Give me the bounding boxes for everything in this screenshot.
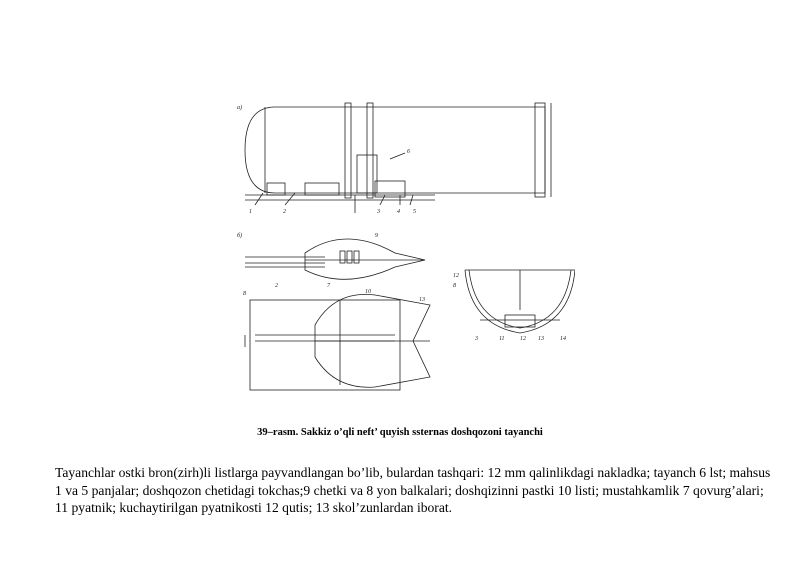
callout-2b: 2	[275, 283, 278, 289]
technical-drawing	[235, 95, 575, 410]
callout-9: 9	[375, 233, 378, 239]
callout-13: 13	[419, 297, 425, 303]
callout-5: 5	[413, 209, 416, 215]
callout-12: 12	[520, 336, 526, 342]
callout-2: 2	[283, 209, 286, 215]
callout-12c: 12	[453, 273, 459, 279]
callout-1: 1	[249, 209, 252, 215]
callout-4: 4	[397, 209, 400, 215]
body-paragraph: Tayanchlar ostki bron(zirh)li listlarga payvandlangan bo’lib, bulardan tashqari: 12 mm qalinlikdagi nakladka; tayanch 6 lst; mahsus 1 va 5 panjalar; doshqozon chetidagi tokchas;9 chetki va 8 yon balkalari; doshqizinni pastki 10 listi; mustahkamlik 7 qovurg’alari; 11 pyatnik; kuchaytirilgan pyatnikosti 12 qutis; 13 skol’zunlardan iborat.	[55, 465, 771, 515]
callout-11: 11	[499, 336, 505, 342]
figure-caption: 39–rasm. Sakkiz o’qli neft’ quyish ssternas doshqozoni tayanchi	[257, 427, 543, 438]
callout-3c: 3	[475, 336, 478, 342]
callout-6: 6	[407, 149, 410, 155]
callout-3: 3	[377, 209, 380, 215]
callout-13c: 13	[538, 336, 544, 342]
callout-7: 7	[327, 283, 330, 289]
callout-8c: 8	[453, 283, 456, 289]
callout-14: 14	[560, 336, 566, 342]
callout-8: 8	[243, 291, 246, 297]
panel-label-a: а)	[237, 105, 242, 111]
panel-b-support-views	[237, 232, 430, 390]
panel-label-b: б)	[237, 233, 243, 239]
callout-10: 10	[365, 289, 371, 295]
panel-a-tank-side-view	[237, 103, 551, 215]
panel-c-cross-section	[453, 270, 575, 342]
